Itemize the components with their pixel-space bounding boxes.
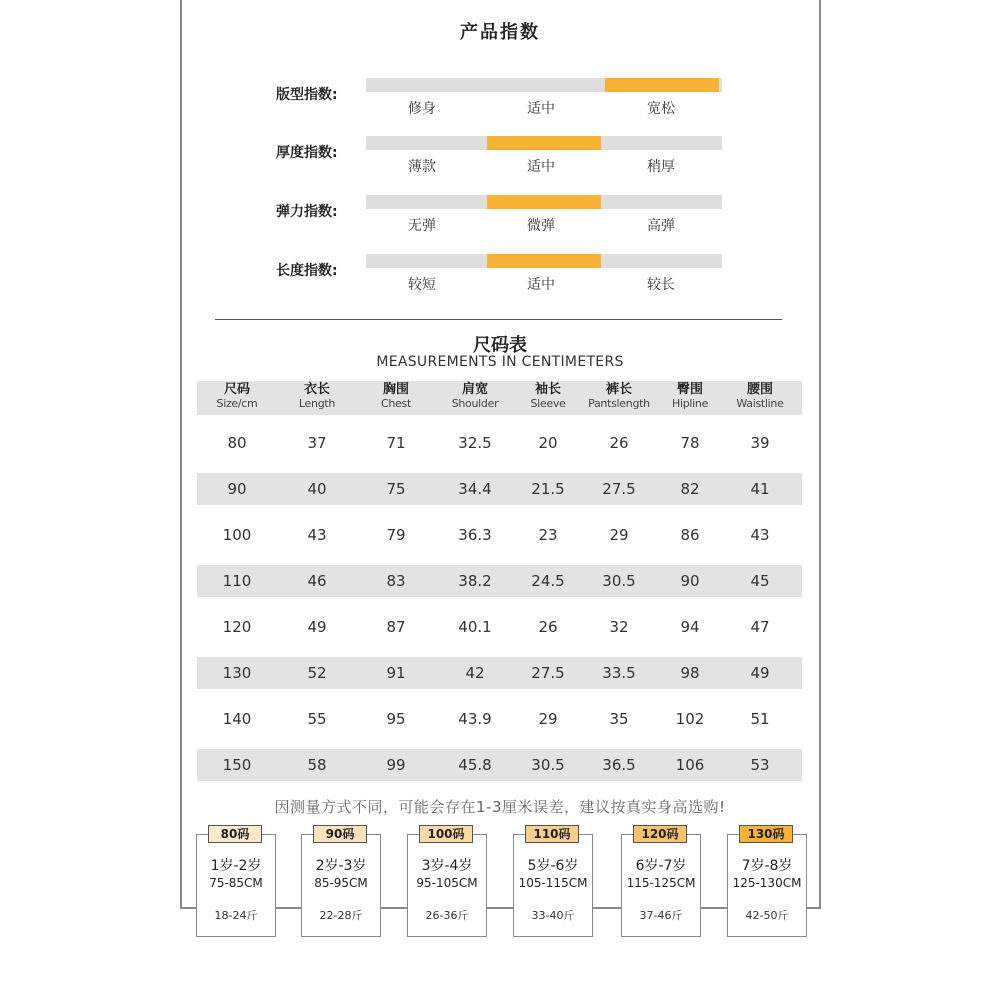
index-option: 稍厚 [647,159,675,175]
table-cell: 140 [222,710,252,728]
card-age: 7岁-8岁 [741,858,793,874]
size-badge: 100码 [419,825,473,843]
table-cell: 55 [307,710,327,728]
index-option: 宽松 [647,101,675,117]
table-cell: 26 [538,618,558,636]
table-cell: 47 [750,618,770,636]
index-label: 厚度指数: [276,145,338,161]
table-cell: 49 [750,664,770,682]
col-header-size [201,383,273,411]
col-header-chest [360,383,432,411]
table-cell: 37 [307,434,327,452]
col-header-en: Waistline [736,397,784,410]
index-track [366,195,722,209]
measurement-note: 因测量方式不同，可能会存在1-3厘米误差，建议按真实身高选购! [274,798,726,816]
card-weight: 33-40斤 [531,909,575,922]
table-cell: 27.5 [531,664,565,682]
card-weight: 37-46斤 [639,909,683,922]
table-cell: 32 [609,618,629,636]
size-table-title: 尺码表 [473,335,527,356]
table-cell: 46 [307,572,327,590]
table-cell: 71 [386,434,406,452]
table-cell: 150 [222,756,252,774]
table-cell: 130 [222,664,252,682]
index-option: 无弹 [408,218,436,234]
table-cell: 90 [227,480,247,498]
card-age: 5岁-6岁 [527,858,579,874]
index-option: 适中 [527,159,555,175]
index-track [366,254,722,268]
card-weight: 42-50斤 [745,909,789,922]
col-header-zh: 裤长 [605,382,632,397]
col-header-en: Chest [381,397,411,410]
col-header-shoulder [436,383,514,411]
index-option: 适中 [527,277,555,293]
col-header-zh: 臀围 [676,382,703,397]
table-cell: 39 [750,434,770,452]
table-cell: 34.4 [458,480,492,498]
table-cell: 41 [750,480,770,498]
col-header-pants-length [580,383,658,411]
table-cell: 30.5 [602,572,636,590]
table-cell: 36.5 [602,756,636,774]
table-cell: 32.5 [458,434,492,452]
col-header-length [281,383,353,411]
table-cell: 33.5 [602,664,636,682]
index-track [366,136,722,150]
table-cell: 87 [386,618,406,636]
table-cell: 79 [386,526,406,544]
section-divider [215,319,782,320]
table-cell: 42 [465,664,485,682]
table-cell: 40.1 [458,618,492,636]
table-row [197,611,802,643]
size-table-header [197,381,802,415]
table-cell: 98 [680,664,700,682]
size-card [621,834,701,937]
table-cell: 95 [386,710,406,728]
size-badge: 120码 [633,825,687,843]
table-cell: 106 [675,756,705,774]
card-weight: 18-24斤 [214,909,258,922]
index-row-length [0,254,1000,294]
table-cell: 45.8 [458,756,492,774]
size-card [407,834,487,937]
index-indicator [487,136,601,150]
col-header-en: Pantslength [588,397,650,410]
size-card [301,834,381,937]
card-age: 1岁-2岁 [210,858,262,874]
table-cell: 100 [222,526,252,544]
table-cell: 26 [609,434,629,452]
table-cell: 20 [538,434,558,452]
col-header-hipline [659,383,721,411]
index-label: 弹力指数: [276,204,338,220]
table-cell: 83 [386,572,406,590]
size-badge: 80码 [208,825,262,843]
table-cell: 52 [307,664,327,682]
index-option: 修身 [408,101,436,117]
table-row [197,703,802,735]
table-cell: 35 [609,710,629,728]
table-row [197,427,802,459]
table-cell: 29 [538,710,558,728]
col-header-waistline [727,383,793,411]
index-label: 版型指数: [276,87,338,103]
table-row [197,657,802,689]
table-cell: 43.9 [458,710,492,728]
size-card [727,834,807,937]
col-header-en: Size/cm [216,397,258,410]
card-height: 95-105CM [416,876,478,890]
index-indicator [487,195,601,209]
index-option: 薄款 [408,159,436,175]
table-cell: 43 [307,526,327,544]
size-table-subtitle: MEASUREMENTS IN CENTIMETERS [376,354,624,370]
table-cell: 27.5 [602,480,636,498]
table-cell: 30.5 [531,756,565,774]
index-row-fit [0,78,1000,118]
table-cell: 53 [750,756,770,774]
table-cell: 90 [680,572,700,590]
col-header-en: Hipline [671,397,709,410]
table-cell: 29 [609,526,629,544]
card-age: 3岁-4岁 [421,858,473,874]
size-badge: 130码 [739,825,793,843]
size-badge: 90码 [313,825,367,843]
table-cell: 45 [750,572,770,590]
table-cell: 36.3 [458,526,492,544]
size-card [513,834,593,937]
index-option: 微弹 [527,218,555,234]
card-height: 105-115CM [518,876,588,890]
table-cell: 49 [307,618,327,636]
col-header-zh: 胸围 [382,382,409,397]
index-indicator [487,254,601,268]
page-title: 产品指数 [460,22,540,43]
table-cell: 91 [386,664,406,682]
table-cell: 24.5 [531,572,565,590]
table-cell: 94 [680,618,700,636]
card-weight: 22-28斤 [319,909,363,922]
col-header-zh: 尺码 [223,382,250,397]
table-cell: 120 [222,618,252,636]
table-row [197,565,802,597]
table-cell: 43 [750,526,770,544]
table-cell: 99 [386,756,406,774]
index-option: 较短 [408,277,436,293]
index-label: 长度指数: [276,263,338,279]
col-header-zh: 肩宽 [461,382,488,397]
col-header-zh: 衣长 [303,382,330,397]
card-height: 75-85CM [209,876,263,890]
size-badge: 110码 [525,825,579,843]
table-cell: 102 [675,710,705,728]
table-cell: 86 [680,526,700,544]
table-cell: 21.5 [531,480,565,498]
index-track [366,78,722,92]
index-option: 较长 [647,277,675,293]
table-cell: 40 [307,480,327,498]
table-row [197,519,802,551]
index-row-elasticity [0,195,1000,235]
index-row-thickness [0,136,1000,176]
table-cell: 78 [680,434,700,452]
col-header-en: Length [298,397,336,410]
col-header-zh: 腰围 [746,382,773,397]
index-option: 适中 [527,101,555,117]
card-height: 115-125CM [626,876,696,890]
table-cell: 80 [227,434,247,452]
size-card [196,834,276,937]
card-age: 6岁-7岁 [635,858,687,874]
col-header-en: Shoulder [451,397,499,410]
table-cell: 51 [750,710,770,728]
table-cell: 75 [386,480,406,498]
col-header-sleeve [517,383,579,411]
col-header-zh: 袖长 [534,382,561,397]
table-cell: 38.2 [458,572,492,590]
table-row [197,749,802,781]
index-option: 高弹 [647,218,675,234]
frame-bottom-border [180,907,821,909]
card-weight: 26-36斤 [425,909,469,922]
card-height: 85-95CM [314,876,368,890]
col-header-en: Sleeve [530,397,566,410]
index-indicator [605,78,719,92]
table-cell: 58 [307,756,327,774]
table-cell: 23 [538,526,558,544]
card-age: 2岁-3岁 [315,858,367,874]
table-cell: 110 [222,572,252,590]
table-row [197,473,802,505]
table-cell: 82 [680,480,700,498]
card-height: 125-130CM [732,876,802,890]
